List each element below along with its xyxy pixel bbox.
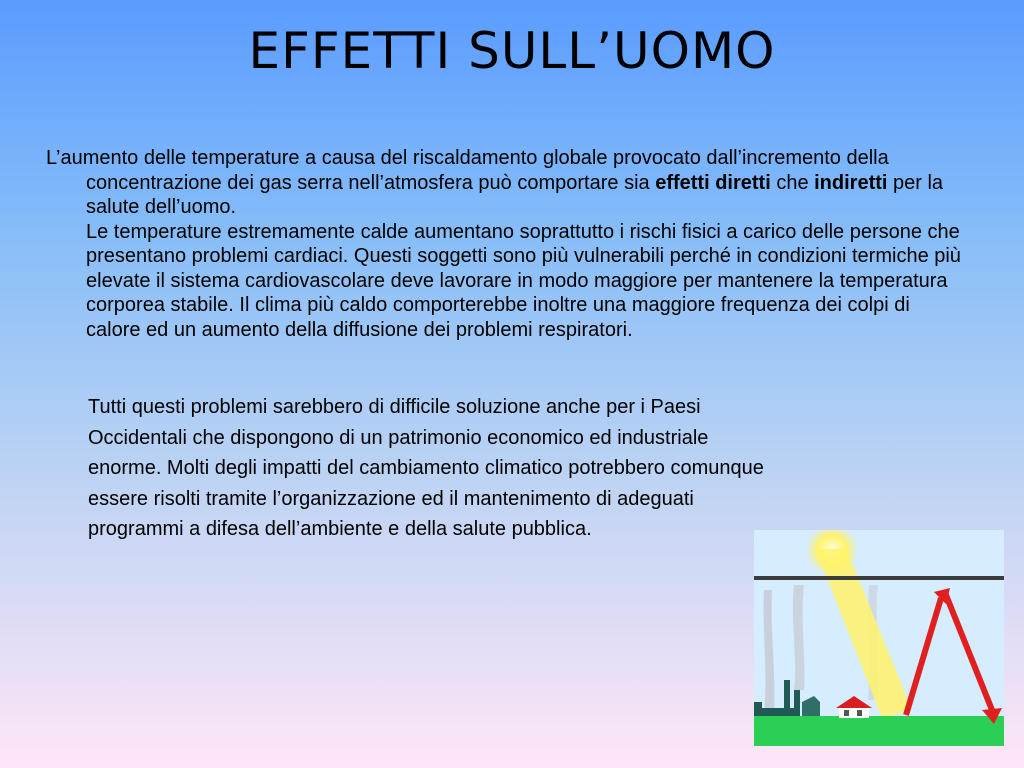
intro-text-middle: che xyxy=(770,171,815,194)
atmosphere-line xyxy=(754,576,1004,580)
intro-text-after: per la salute dell’uomo. xyxy=(86,171,944,218)
emphasis-direct-effects: effetti diretti xyxy=(655,171,771,194)
conclusion-line: enorme. Molti degli impatti del cambiamento climatico potrebbero comunque xyxy=(88,457,764,479)
conclusion-line: Tutti questi problemi sarebbero di difficile soluzione anche per i Paesi xyxy=(88,396,701,418)
paragraph-health-risks: Le temperature estremamente calde aumentano soprattutto i rischi fisici a carico delle persone che presentano problemi cardiaci. Questi soggetti sono più vulnerabili perché in condizioni termiche più elevate il sistema cardiovascolare deve lavorare in modo maggiore per mantenere la temperatura corporea stabile. Il clima più caldo comporterebbe inoltre una maggiore frequenza dei colpi di calore ed un aumento della diffusione dei problemi respiratori. xyxy=(86,220,961,341)
house-window xyxy=(844,710,849,716)
greenhouse-effect-icon xyxy=(754,530,1004,746)
house-window xyxy=(857,710,862,716)
house-icon xyxy=(839,708,869,718)
slide-body xyxy=(46,146,966,342)
ground xyxy=(754,716,1004,746)
greenhouse-effect-illustration xyxy=(754,530,1004,746)
conclusion-line: programmi a difesa dell’ambiente e della salute pubblica. xyxy=(88,518,592,540)
slide-title: EFFETTI SULL’UOMO xyxy=(248,22,776,80)
paragraph-intro xyxy=(46,146,966,220)
paragraph-conclusion xyxy=(88,392,968,545)
conclusion-line: essere risolti tramite l’organizzazione ed il mantenimento di adeguati xyxy=(88,487,694,510)
intro-text-before: L’aumento delle temperature a causa del riscaldamento globale provocato dall’incremento della concentrazione dei gas serra nell’atmosfera può comportare sia xyxy=(46,147,889,194)
emphasis-indirect: indiretti xyxy=(814,171,888,194)
conclusion-line: Occidentali che dispongono di un patrimonio economico ed industriale xyxy=(88,426,709,449)
